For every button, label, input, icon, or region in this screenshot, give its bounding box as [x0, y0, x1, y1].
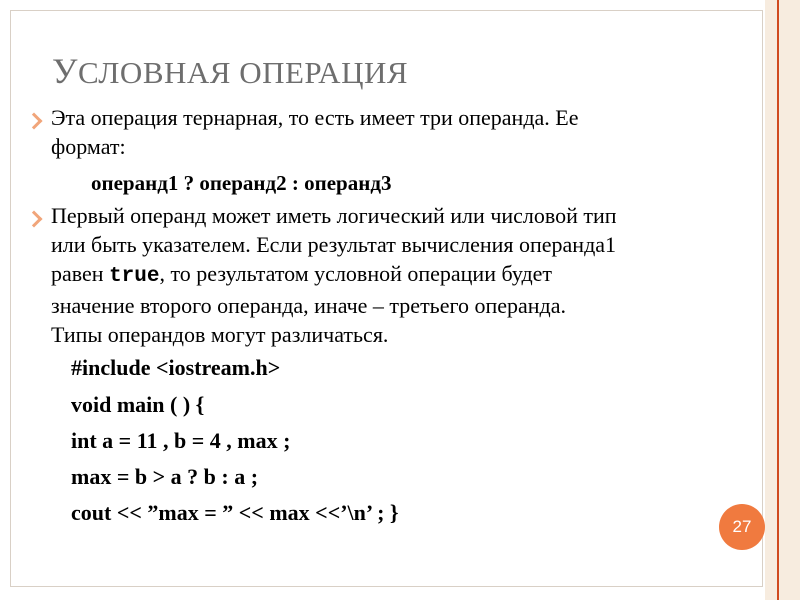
title-first-letter: У [52, 51, 78, 91]
bullet-1-line-1: Эта операция тернарная, то есть имеет три операнда. Ее [51, 105, 579, 130]
bullet-2-line-5: Типы операндов могут различаться. [51, 322, 389, 347]
formula-line: операнд1 ? операнд2 : операнд3 [91, 171, 392, 195]
bullet-2-line-3-after: , то результатом условной операции будет [159, 261, 553, 286]
code-line-1: #include <iostream.h> [71, 355, 281, 380]
code-line-2: void main ( ) { [71, 392, 205, 417]
bullet-1-text [51, 103, 579, 161]
bullet-2-line-3-before: равен [51, 261, 110, 286]
code-line-4: max = b > a ? b : a ; [71, 464, 259, 489]
bullet-2-text [51, 201, 617, 349]
side-accent-line [777, 0, 779, 600]
code-line-3: int a = 11 , b = 4 , max ; [71, 428, 291, 453]
bullet-2-line-4: значение второго операнда, иначе – третьего операнда. [51, 293, 566, 318]
true-keyword: true [109, 265, 160, 288]
code-line-5: cout << ”max = ” << max <<’\n’ ; } [71, 500, 399, 525]
title-rest: СЛОВНАЯ ОПЕРАЦИЯ [78, 55, 409, 90]
bullet-1-line-2: формат: [51, 134, 126, 159]
bullet-2-line-2: или быть указателем. Если результат вычисления операнда1 [51, 232, 617, 257]
slide-title [52, 50, 408, 92]
side-band [765, 0, 800, 600]
bullet-2-line-3 [51, 259, 617, 291]
page-number: 27 [732, 517, 752, 536]
bullet-2-line-1: Первый операнд может иметь логический или числовой тип [51, 203, 617, 228]
page-number-badge [719, 504, 765, 550]
